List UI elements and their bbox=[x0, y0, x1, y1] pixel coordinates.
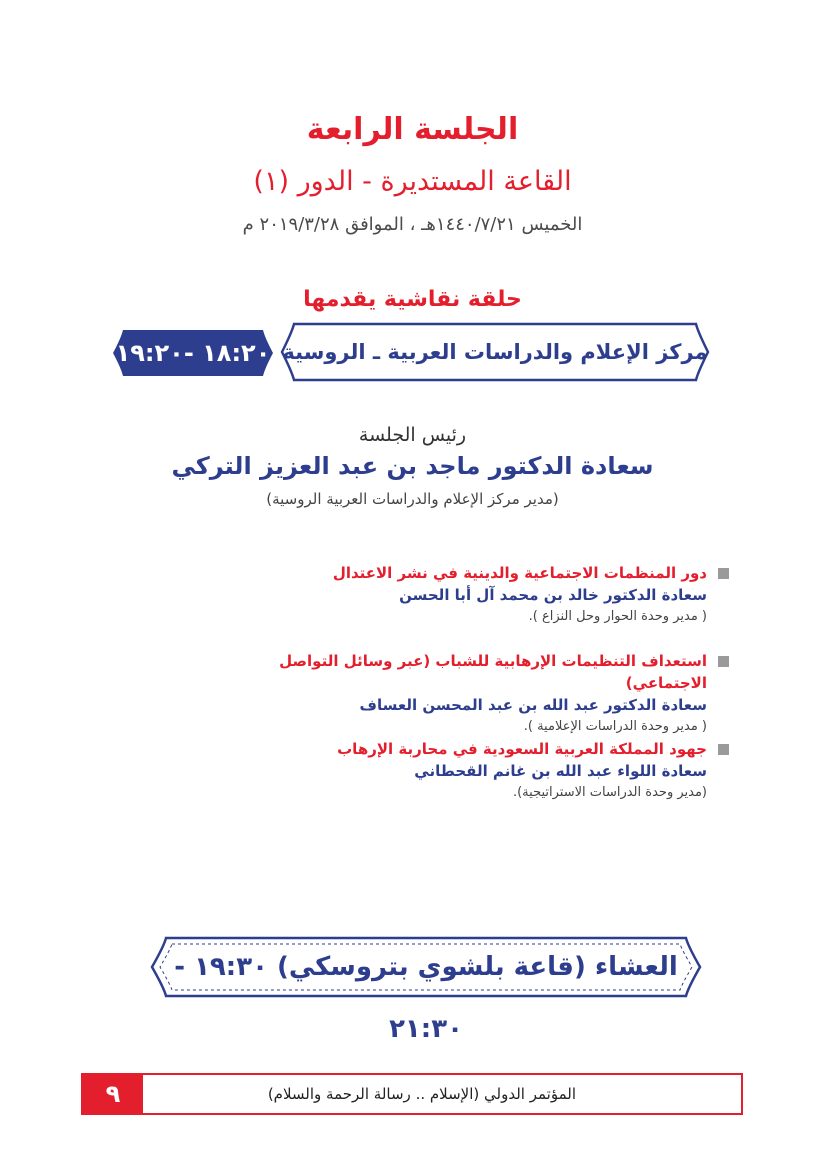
panel-presenter: مركز الإعلام والدراسات العربية ـ الروسية bbox=[282, 340, 708, 364]
item-speaker: سعادة اللواء عبد الله بن غانم القحطاني bbox=[414, 762, 707, 780]
square-bullet-icon bbox=[718, 744, 729, 755]
list-item bbox=[267, 562, 707, 628]
panel-time-badge bbox=[113, 330, 273, 376]
item-speaker: سعادة الدكتور عبد الله بن عبد المحسن العساف bbox=[359, 696, 707, 714]
page-number: ٩ bbox=[83, 1075, 143, 1113]
item-topic: استعداف التنظيمات الإرهابية للشباب (عبر وسائل التواصل الاجتماعي) bbox=[279, 652, 707, 692]
square-bullet-icon bbox=[718, 656, 729, 667]
item-topic: جهود المملكة العربية السعودية في محاربة الإرهاب bbox=[337, 740, 707, 758]
session-hall: القاعة المستديرة - الدور (١) bbox=[253, 166, 572, 197]
chair-label: رئيس الجلسة bbox=[358, 424, 467, 446]
session-date: الخميس ١٤٤٠/٧/٢١هـ ، الموافق ٢٠١٩/٣/٢٨ م bbox=[242, 214, 583, 235]
item-role: (مدير وحدة الدراسات الاستراتيجية). bbox=[512, 785, 707, 800]
list-item bbox=[267, 650, 707, 738]
panel-time: ١٨:٢٠ -١٩:٢٠ bbox=[115, 339, 271, 367]
page-footer bbox=[81, 1073, 743, 1115]
session-title: الجلسة الرابعة bbox=[306, 112, 519, 147]
dinner-box bbox=[150, 936, 702, 1044]
item-role: ( مدير وحدة الدراسات الإعلامية ). bbox=[523, 719, 707, 734]
panel-heading: حلقة نقاشية يقدمها bbox=[303, 287, 522, 312]
list-item bbox=[267, 738, 707, 804]
item-role: ( مدير وحدة الحوار وحل النزاع ). bbox=[528, 609, 707, 624]
panel-presenter-box bbox=[280, 322, 710, 382]
footer-conference-title: المؤتمر الدولي (الإسلام .. رسالة الرحمة والسلام) bbox=[267, 1085, 576, 1103]
square-bullet-icon bbox=[718, 568, 729, 579]
dinner-info: العشاء (قاعة بلشوي بتروسكي) ١٩:٣٠ - ٢١:٣٠ bbox=[174, 952, 678, 1044]
item-topic: دور المنظمات الاجتماعية والدينية في نشر الاعتدال bbox=[332, 564, 707, 582]
item-speaker: سعادة الدكتور خالد بن محمد آل أبا الحسن bbox=[399, 586, 707, 604]
chair-name: سعادة الدكتور ماجد بن عبد العزيز التركي bbox=[171, 452, 654, 480]
chair-role: (مدير مركز الإعلام والدراسات العربية الروسية) bbox=[266, 490, 559, 508]
